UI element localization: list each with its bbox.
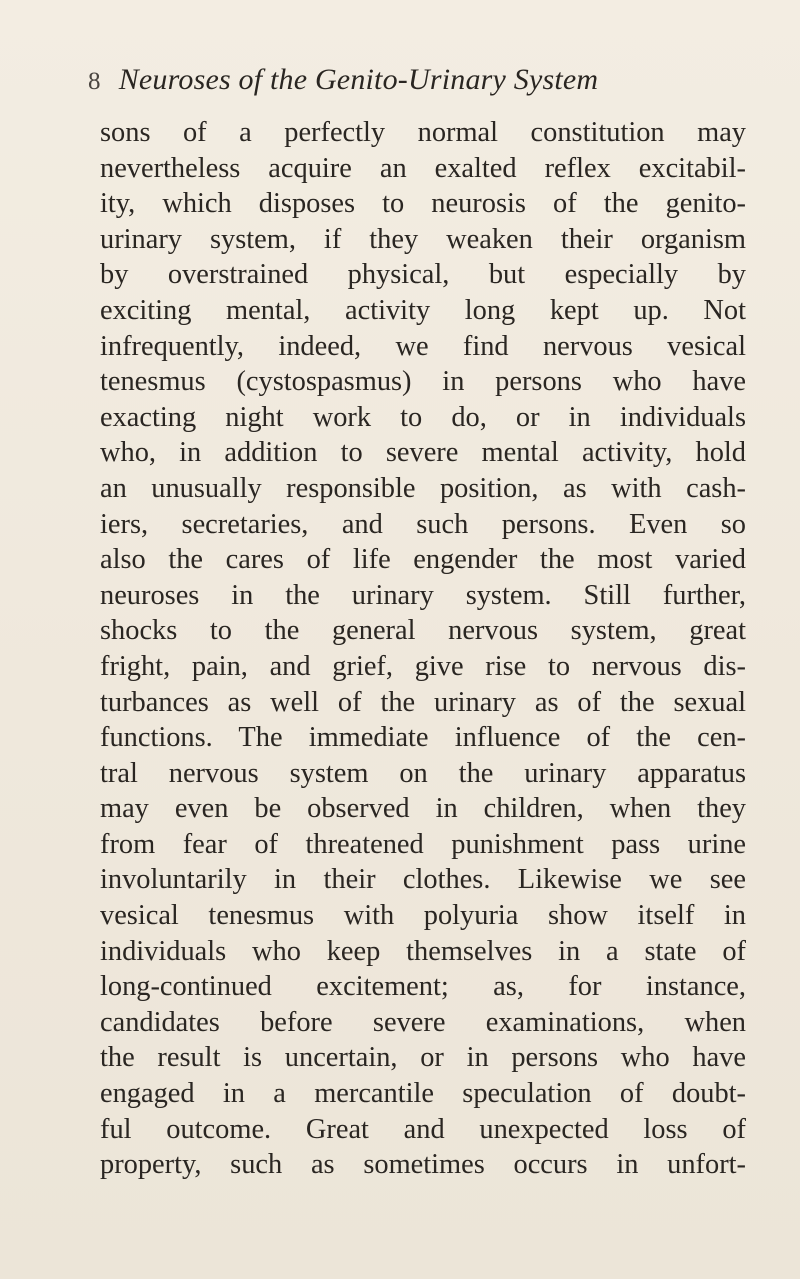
text-line: neuroses in the urinary system. Still further, <box>100 579 746 611</box>
text-line: from fear of threatened punishment pass urine <box>100 828 746 860</box>
text-line: nevertheless acquire an exalted reflex excitabil- <box>100 152 746 184</box>
text-line: who, in addition to severe mental activity, hold <box>100 437 746 469</box>
text-line: functions. The immediate influence of the cen- <box>100 722 746 754</box>
body-text <box>100 115 746 1183</box>
text-line: individuals who keep themselves in a state of <box>100 935 746 967</box>
running-title: Neuroses of the Genito-Urinary System <box>118 63 599 96</box>
text-line: urinary system, if they weaken their organism <box>100 223 746 255</box>
text-line: shocks to the general nervous system, great <box>100 615 746 647</box>
text-line: candidates before severe examinations, when <box>100 1006 746 1038</box>
text-line: also the cares of life engender the most varied <box>100 544 746 576</box>
text-line: engaged in a mercantile speculation of doubt- <box>100 1078 746 1110</box>
text-line: turbances as well of the urinary as of the sexual <box>100 686 746 718</box>
text-line: fright, pain, and grief, give rise to nervous dis- <box>100 650 746 682</box>
text-line: iers, secretaries, and such persons. Even so <box>100 508 746 540</box>
text-line: ful outcome. Great and unexpected loss of <box>100 1113 746 1145</box>
text-line: may even be observed in children, when they <box>100 793 746 825</box>
text-line: ity, which disposes to neurosis of the genito- <box>100 188 746 220</box>
text-line: by overstrained physical, but especially by <box>100 259 746 291</box>
text-line: exciting mental, activity long kept up. Not <box>100 294 746 326</box>
text-line: sons of a perfectly normal constitution may <box>100 117 746 148</box>
text-line: tral nervous system on the urinary apparatus <box>100 757 746 789</box>
page-number: 8 <box>88 68 101 95</box>
text-line: the result is uncertain, or in persons who have <box>100 1042 746 1074</box>
text-line: vesical tenesmus with polyuria show itself in <box>100 900 746 932</box>
text-line: an unusually responsible position, as with cash- <box>100 472 746 504</box>
text-line: long-continued excitement; as, for instance, <box>100 971 746 1003</box>
text-line: tenesmus (cystospasmus) in persons who have <box>100 366 746 398</box>
text-line: exacting night work to do, or in individuals <box>100 401 746 433</box>
text-line: property, such as sometimes occurs in unfort- <box>100 1149 746 1181</box>
running-header <box>88 60 728 100</box>
text-line: infrequently, indeed, we find nervous vesical <box>100 330 746 362</box>
text-line: involuntarily in their clothes. Likewise we see <box>100 864 746 896</box>
